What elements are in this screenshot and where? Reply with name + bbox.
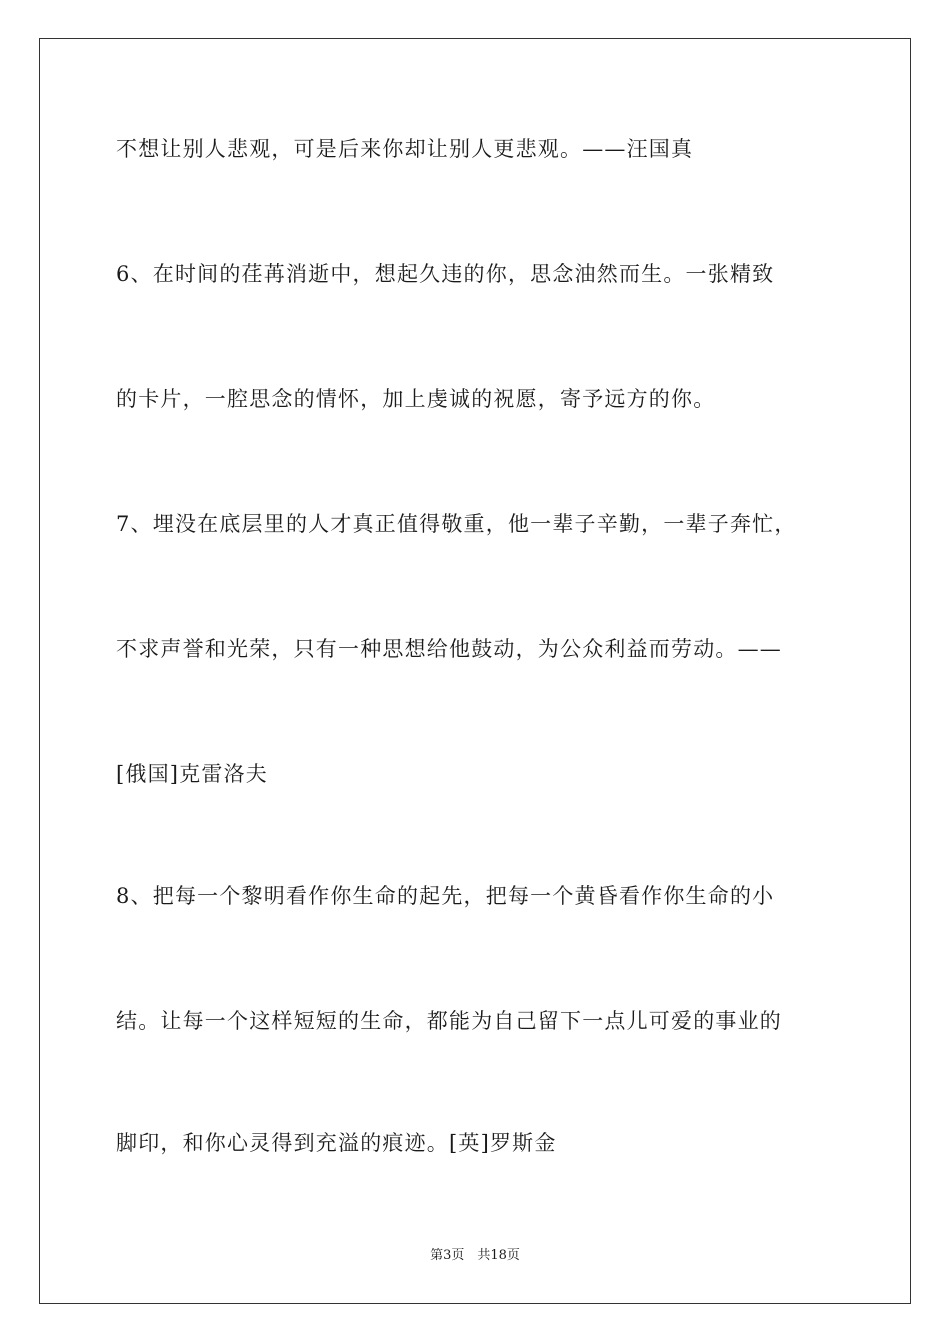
text-line: [俄国]克雷洛夫 [116,762,268,786]
text-line: 不求声誉和光荣，只有一种思想给他鼓动，为公众利益而劳动。—— [116,637,782,661]
text-line: 脚印，和你心灵得到充溢的痕迹。[英]罗斯金 [116,1131,557,1155]
text-line: 结。让每一个这样短短的生命，都能为自己留下一点儿可爱的事业的 [116,1009,782,1033]
text-line: 的卡片，一腔思念的情怀，加上虔诚的祝愿，寄予远方的你。 [116,387,716,411]
text-line: 不想让别人悲观，可是后来你却让别人更悲观。——汪国真 [116,137,694,161]
page-number-footer: 第3页 共18页 [430,1248,520,1263]
text-line: 6、在时间的荏苒消逝中，想起久违的你，思念油然而生。一张精致 [116,262,775,286]
text-line: 7、埋没在底层里的人才真正值得敬重，他一辈子辛勤，一辈子奔忙， [116,512,797,536]
page-border [39,38,911,1304]
text-line: 8、把每一个黎明看作你生命的起先，把每一个黄昏看作你生命的小 [116,884,775,908]
